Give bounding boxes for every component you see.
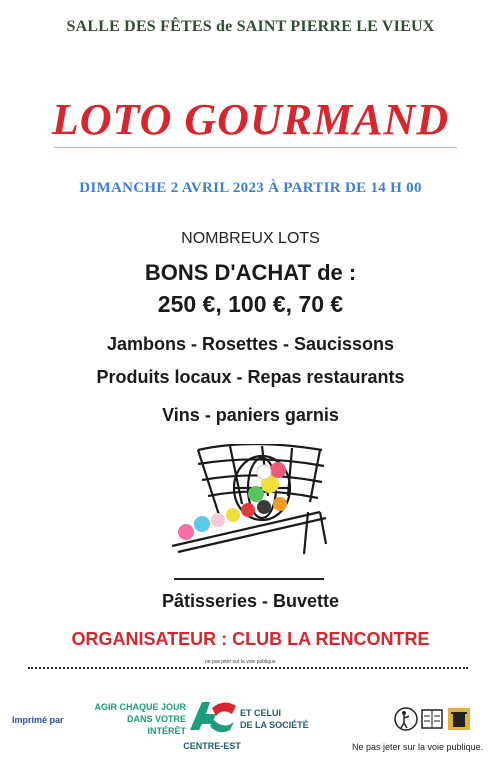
credit-agricole-logo-icon <box>188 700 238 734</box>
bank-slogan-line2: DANS VOTRE INTÉRÊT <box>126 714 186 736</box>
event-title: LOTO GOURMAND <box>51 95 450 144</box>
recycle-paper-icon <box>422 710 442 728</box>
prizes-line-meats: Jambons - Rosettes - Saucissons <box>106 334 395 354</box>
venue-heading: SALLE DES FÊTES de SAINT PIERRE LE VIEUX <box>66 18 435 35</box>
refreshments-text: Pâtisseries - Buvette <box>161 591 340 611</box>
recycling-icons <box>394 706 472 732</box>
bank-region: CENTRE-EST <box>183 741 241 751</box>
title-underline <box>54 147 457 148</box>
prizes-intro: NOMBREUX LOTS <box>181 230 320 247</box>
trash-bin-icon <box>448 708 470 730</box>
dotted-divider <box>28 667 468 669</box>
separator-line <box>174 578 324 580</box>
event-date: DIMANCHE 2 AVRIL 2023 À PARTIR DE 14 H 00 <box>79 180 422 196</box>
bank-society-text <box>240 707 309 731</box>
bank-society-line1: ET CELUI <box>240 708 282 718</box>
lottery-cage-icon <box>170 444 330 556</box>
prizes-line-wines: Vins - paniers garnis <box>162 405 339 425</box>
vouchers-amounts: 250 €, 100 €, 70 € <box>157 291 344 317</box>
bank-society-line2: DE LA SOCIÉTÉ <box>240 720 309 730</box>
prizes-line-local: Produits locaux - Repas restaurants <box>96 367 405 387</box>
tiny-disposal-note: ne pas jeter sur la voie publique <box>205 659 276 665</box>
organizer-text: ORGANISATEUR : CLUB LA RENCONTRE <box>71 629 430 649</box>
bank-slogan <box>88 701 186 737</box>
tidy-man-icon <box>395 708 417 730</box>
printed-by-label: Imprimé par <box>12 715 64 725</box>
bank-slogan-line1: AGIR CHAQUE JOUR <box>94 702 186 712</box>
recycle-note: Ne pas jeter sur la voie publique. <box>352 742 484 752</box>
vouchers-label: BONS D'ACHAT de : <box>144 260 357 285</box>
